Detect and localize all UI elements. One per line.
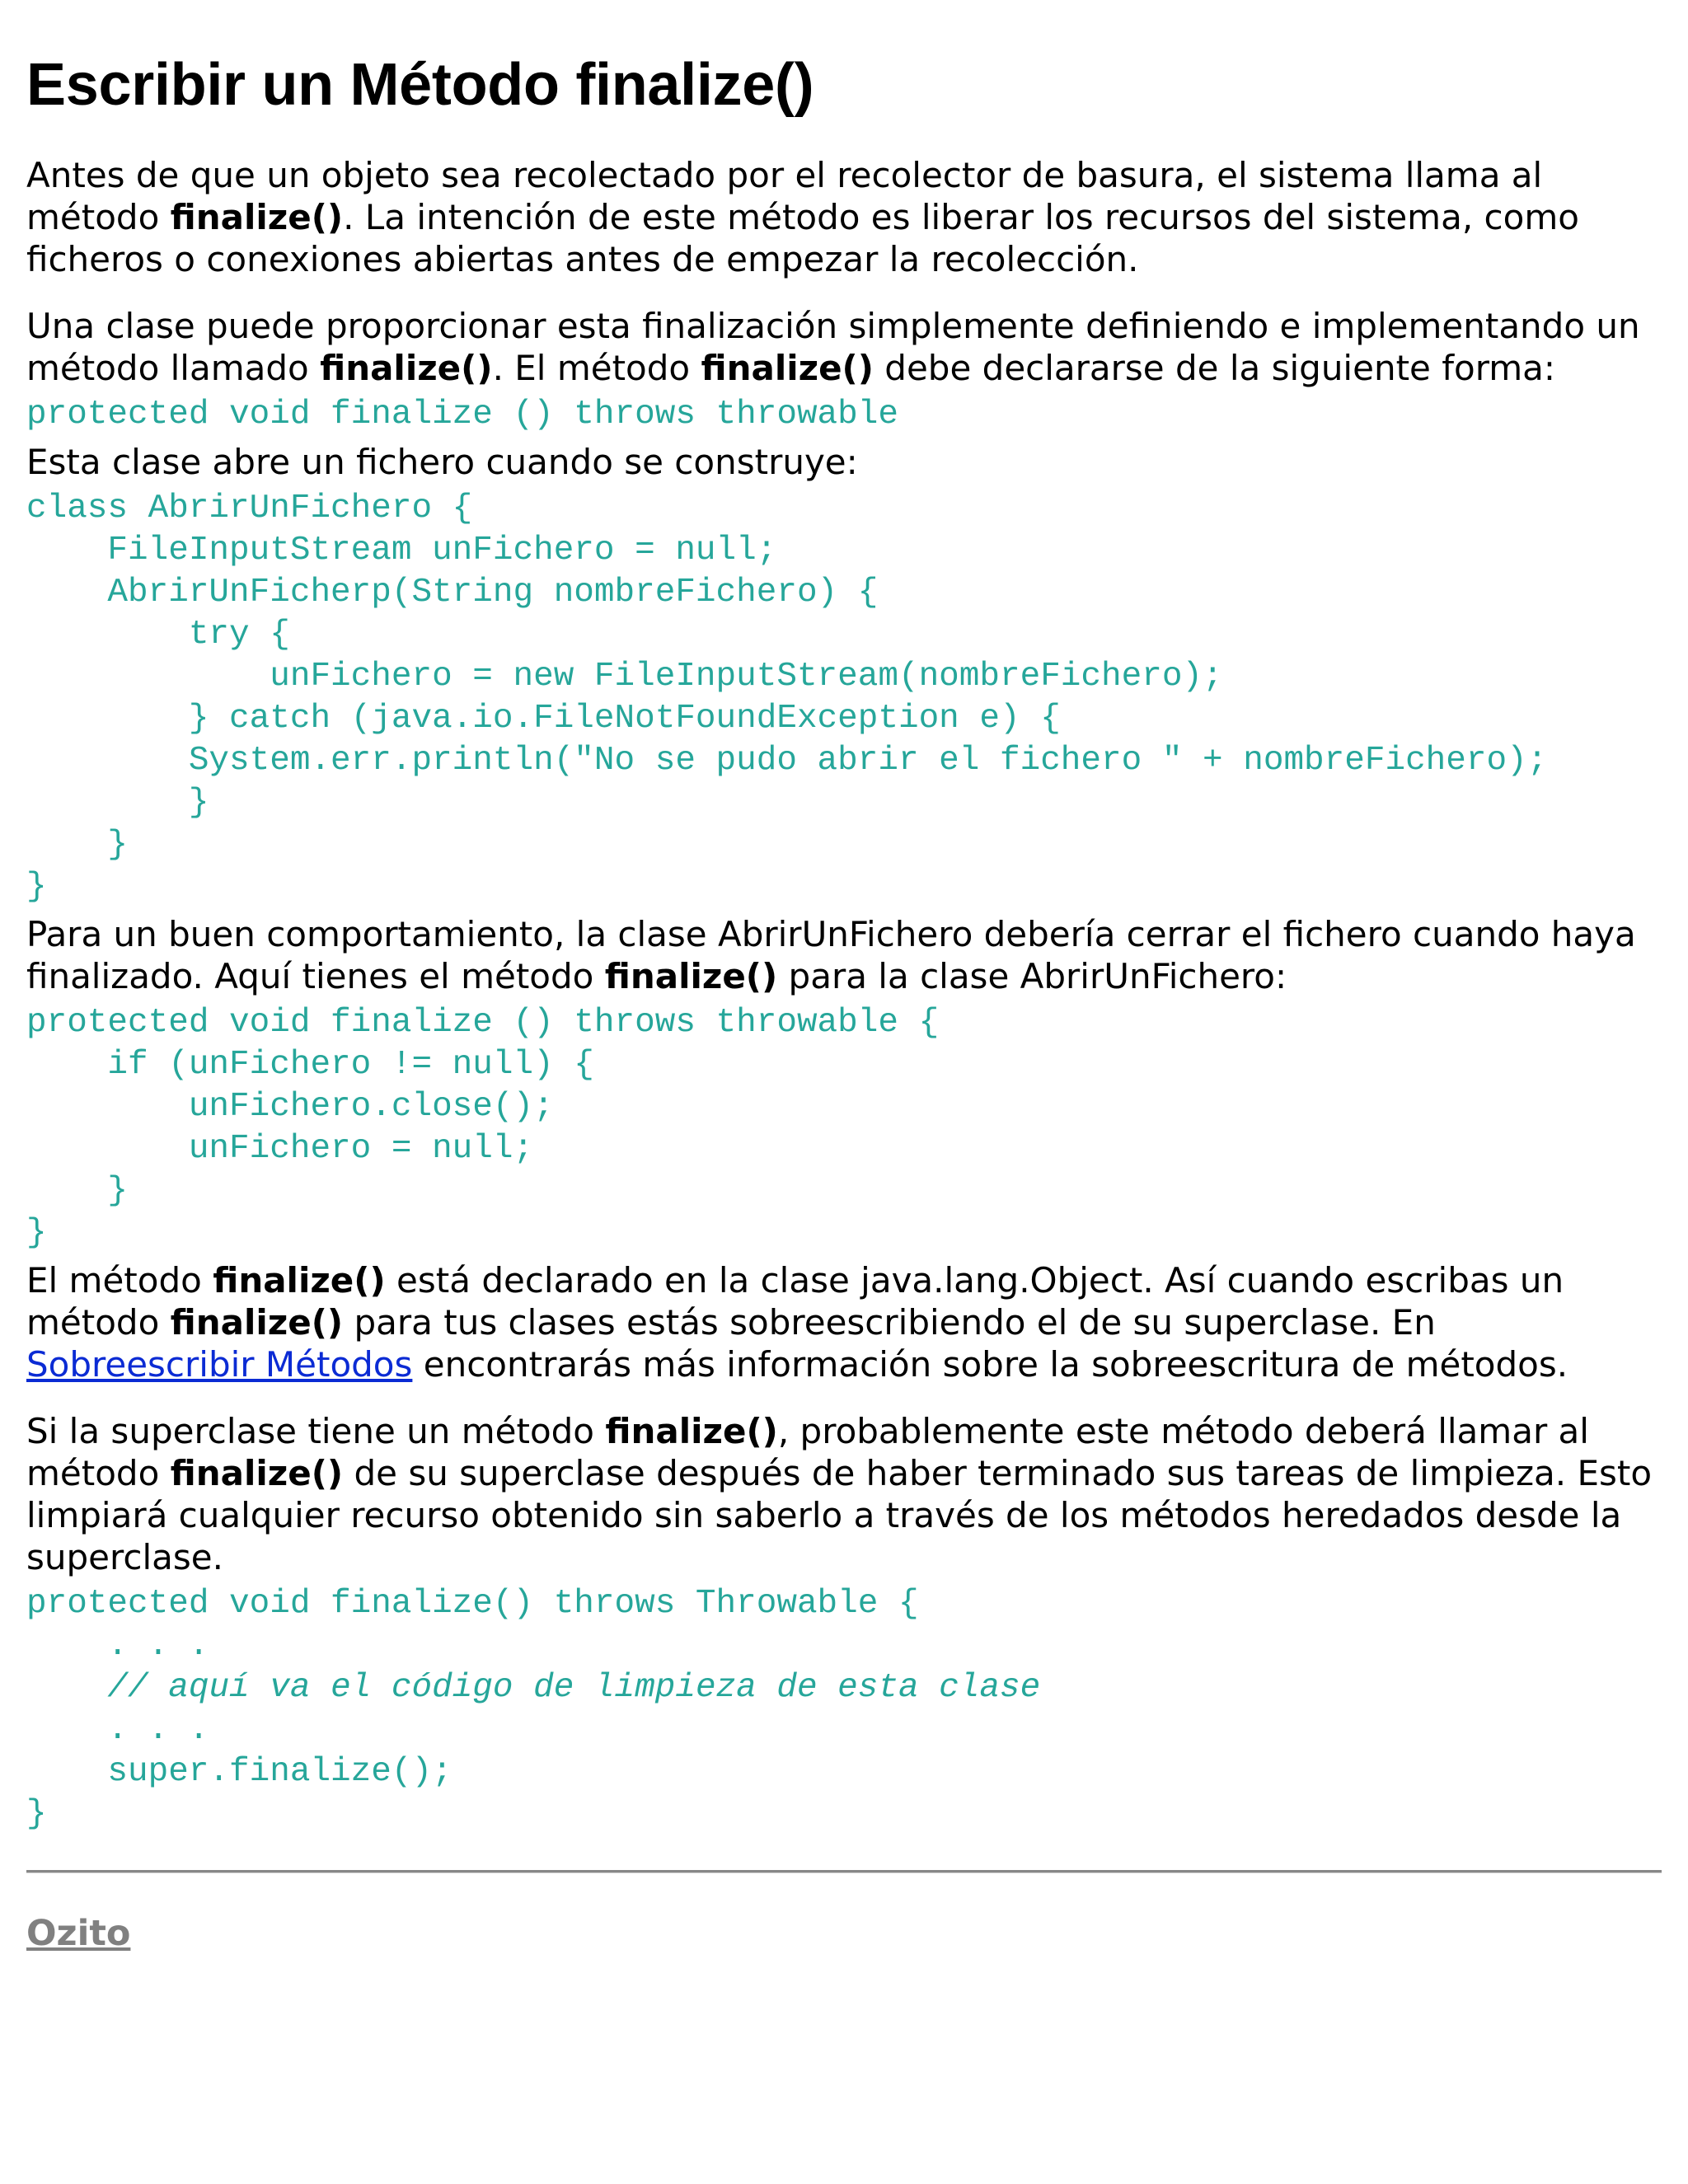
- text-run: Una clase puede proporcionar esta finalización simplemente definiendo e implementando un método llamado: [26, 305, 1640, 388]
- code-line: super.finalize();: [26, 1752, 452, 1791]
- code-line: protected void finalize() throws Throwable {: [26, 1584, 919, 1623]
- text-run: Para un buen comportamiento, la clase AbrirUnFichero debería cerrar el fichero cuando haya finalizado. Aquí tienes el método: [26, 913, 1636, 996]
- text-run: para tus clases estás sobreescribiendo el de su superclase. En: [343, 1301, 1436, 1343]
- text-run: . La intención de este método es liberar los recursos del sistema, como ficheros o conexiones abiertas antes de empezar la recolección.: [26, 196, 1579, 279]
- text-run: . El método: [492, 347, 701, 388]
- text-run: encontrarás más información sobre la sobreescritura de métodos.: [412, 1343, 1568, 1385]
- bold-keyword: finalize(): [605, 1410, 778, 1451]
- footer-link-ozito[interactable]: Ozito: [26, 1912, 131, 1954]
- bold-keyword: finalize(): [170, 1301, 344, 1343]
- text-run: El método: [26, 1259, 213, 1301]
- paragraph-example-intro: Esta clase abre un fichero cuando se construye:: [26, 441, 858, 482]
- code-block-super-finalize: [26, 1583, 1662, 1835]
- text-run: Antes de que un objeto sea recolectado por el recolector de basura, el sistema llama al método: [26, 154, 1543, 237]
- horizontal-rule: [26, 1870, 1662, 1873]
- bold-keyword: finalize(): [170, 196, 344, 237]
- paragraph-override: [26, 1259, 1662, 1385]
- code-block-class: class AbrirUnFichero { FileInputStream unFichero = null; AbrirUnFicherp(String nombreFichero) { try { unFichero = new FileInputStream(nombreFichero); } catch (java.io.FileNotFoundException e) { System.err.println("No se pudo abrir el fichero " + nombreFichero); } } }: [26, 489, 1548, 906]
- code-line-indent: [26, 1669, 107, 1707]
- text-run: está declarado en la clase java.lang.Object. Así cuando escribas un método: [26, 1259, 1564, 1343]
- text-run: para la clase AbrirUnFichero:: [777, 955, 1287, 996]
- text-run: , probablemente este método deberá llamar al método: [26, 1410, 1589, 1493]
- bold-keyword: finalize(): [170, 1452, 344, 1493]
- link-sobreescribir-metodos[interactable]: Sobreescribir Métodos: [26, 1343, 413, 1385]
- code-block-signature: protected void finalize () throws throwable: [26, 395, 898, 434]
- paragraph-superclass: [26, 1410, 1662, 1578]
- text-run: debe declararse de la siguiente forma:: [873, 347, 1556, 388]
- bold-keyword: finalize(): [604, 955, 778, 996]
- text-run: Si la superclase tiene un método: [26, 1410, 606, 1451]
- code-line: . . .: [26, 1710, 209, 1749]
- code-line: . . .: [26, 1626, 209, 1665]
- bold-keyword: finalize(): [701, 347, 874, 388]
- paragraph-behaviour: [26, 913, 1662, 997]
- text-run: de su superclase después de haber terminado sus tareas de limpieza. Esto limpiará cualquier recurso obtenido sin saberlo a través de los métodos heredados desde la superclase.: [26, 1452, 1653, 1577]
- code-line: }: [26, 1794, 47, 1833]
- paragraph-declaration: [26, 305, 1662, 389]
- bold-keyword: finalize(): [213, 1259, 386, 1301]
- code-comment: // aquí va el código de limpieza de esta clase: [107, 1668, 1041, 1707]
- page-title: Escribir un Método finalize(): [26, 52, 814, 118]
- code-block-finalize: protected void finalize () throws throwable { if (unFichero != null) { unFichero.close(); unFichero = null; } }: [26, 1003, 940, 1252]
- bold-keyword: finalize(): [320, 347, 493, 388]
- paragraph-intro: [26, 154, 1662, 280]
